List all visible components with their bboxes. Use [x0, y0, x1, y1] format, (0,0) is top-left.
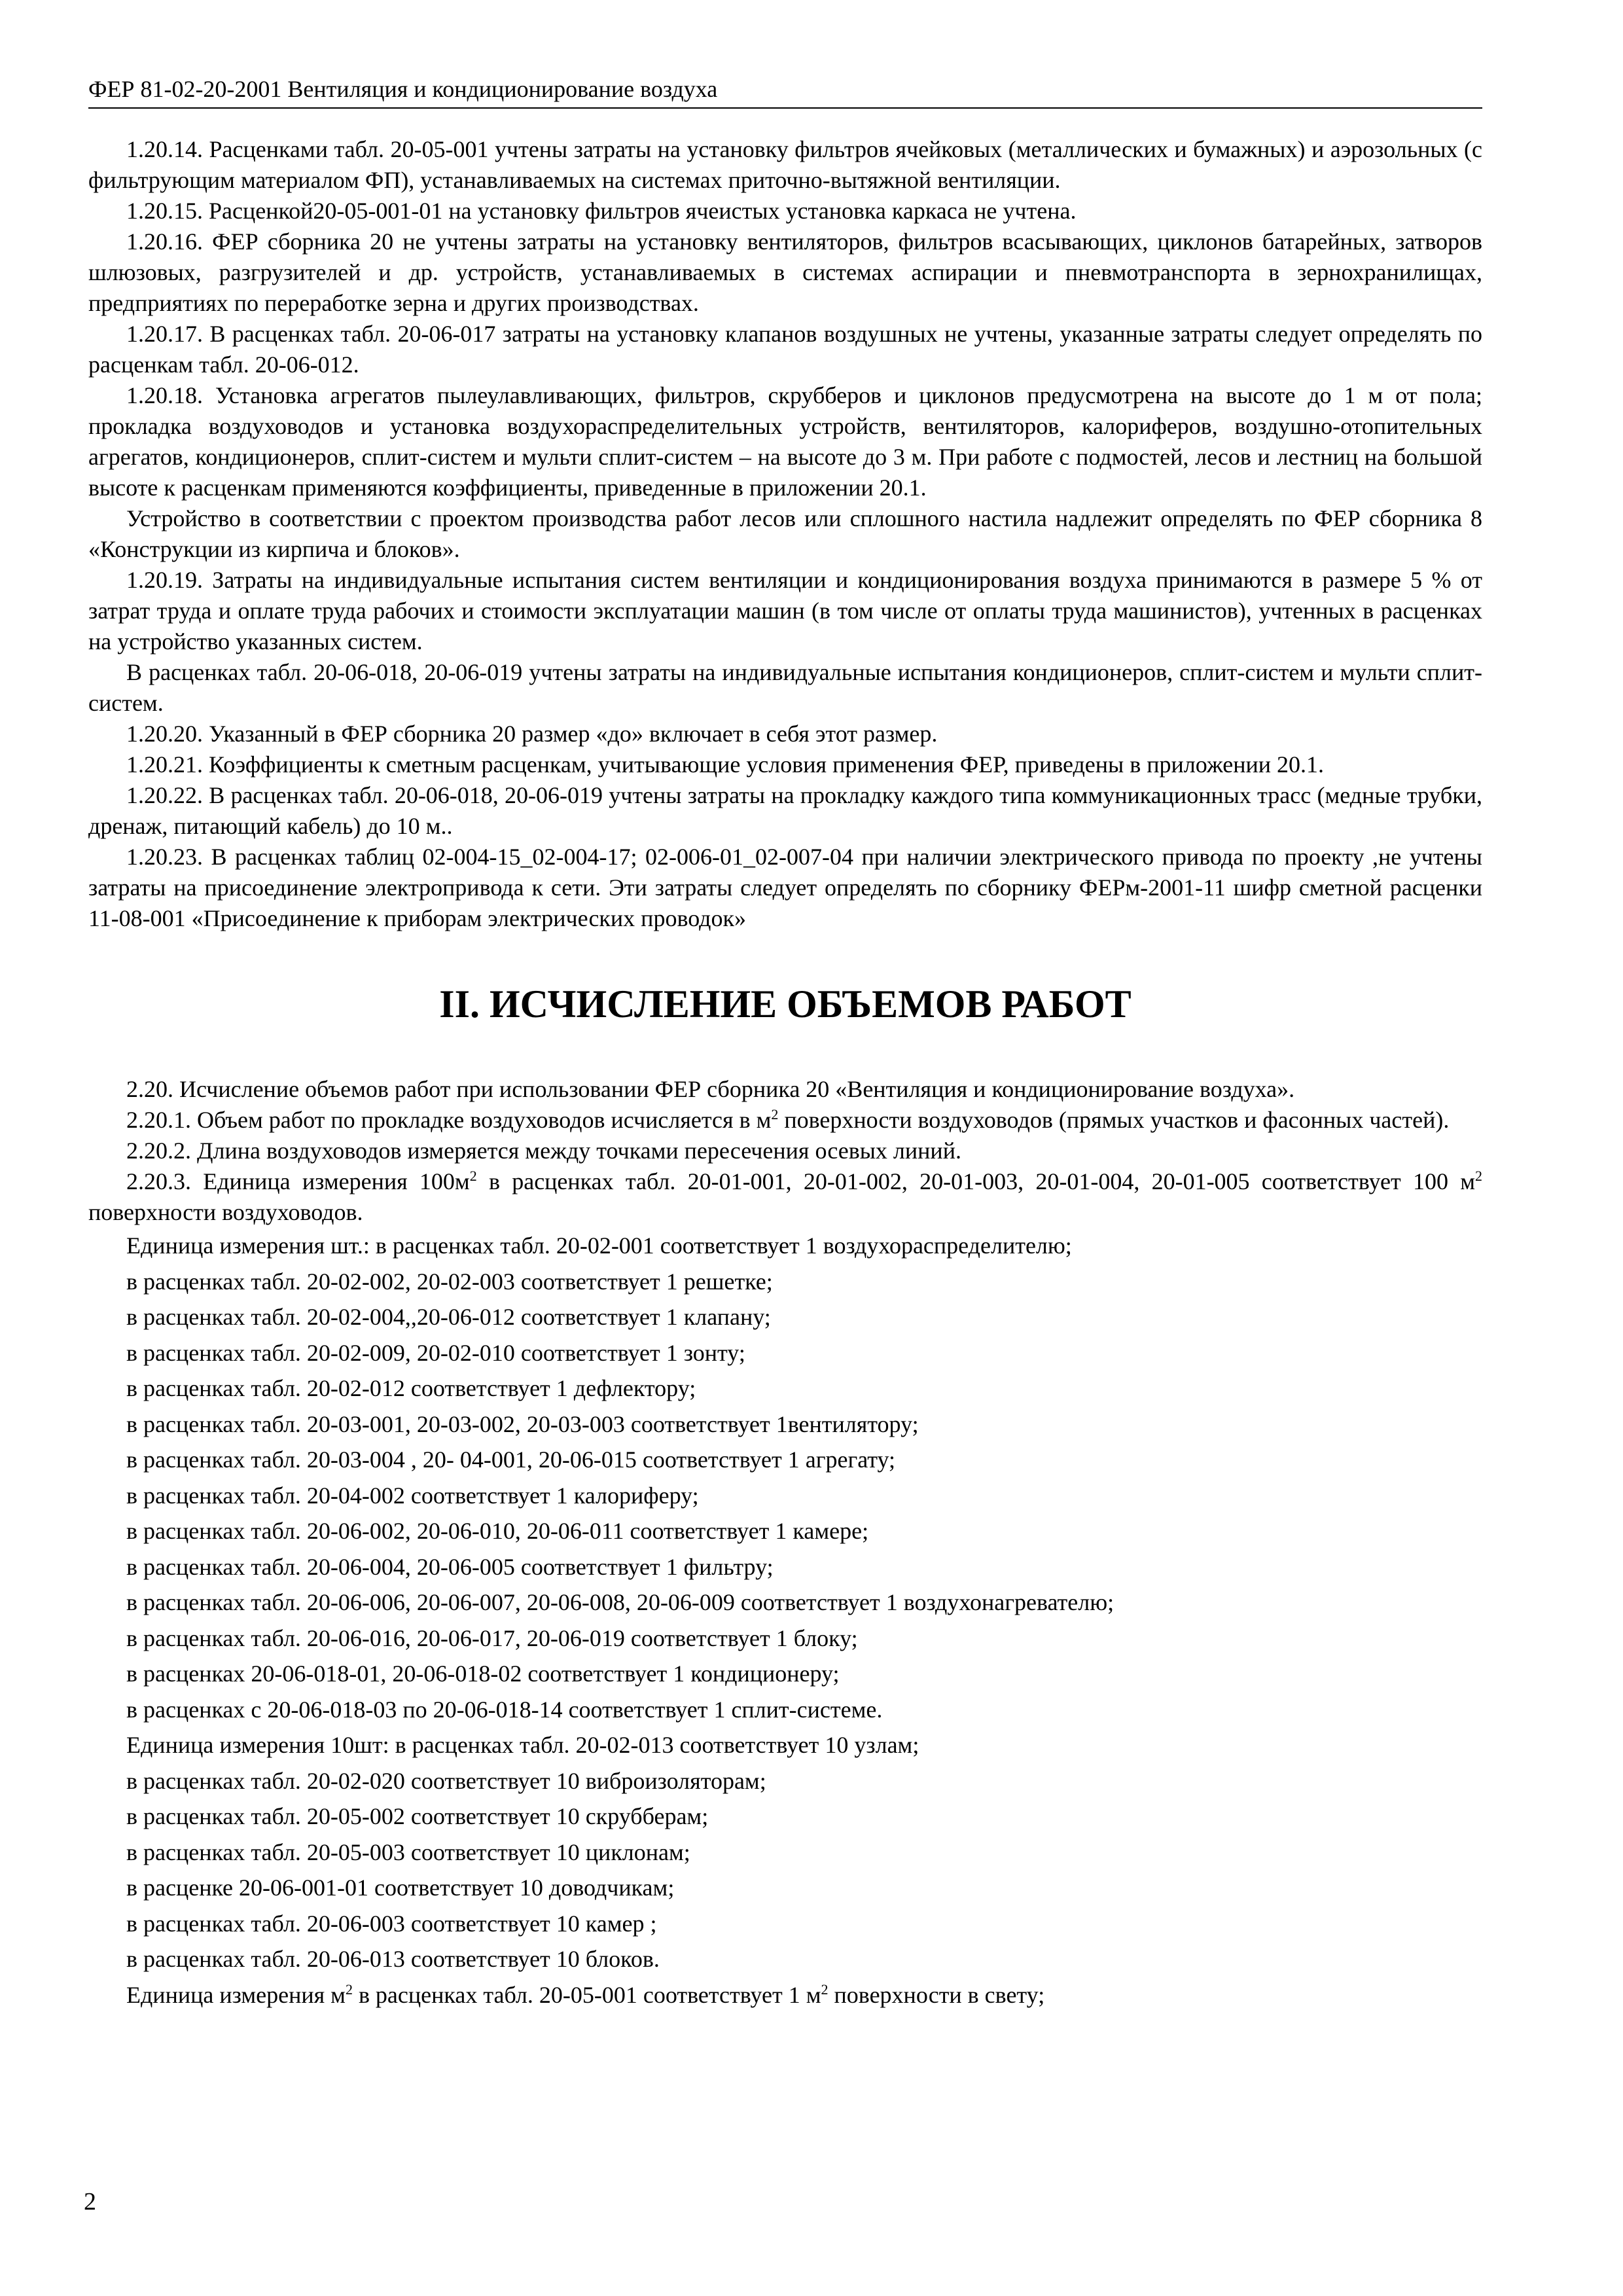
text-run: поверхности в свету;	[828, 1981, 1045, 2008]
list-item: в расценках табл. 20-02-020 соответствует 10 виброизоляторам;	[126, 1767, 766, 1794]
list-item: в расценках табл. 20-05-002 соответствует 10 скрубберам;	[126, 1803, 709, 1829]
text-run: поверхности воздуховодов (прямых участков и фасонных частей).	[778, 1107, 1450, 1133]
page-body	[88, 134, 1482, 2013]
list-item: в расценках 20-06-018-01, 20-06-018-02 соответствует 1 кондиционеру;	[126, 1660, 840, 1687]
paragraph-1-20-21: 1.20.21. Коэффициенты к сметным расценкам, учитывающие условия применения ФЕР, приведены в приложении 20.1.	[126, 751, 1325, 778]
paragraph-1-20-18: 1.20.18. Установка агрегатов пылеулавливающих, фильтров, скрубберов и циклонов предусмотрена на высоте до 1 м от пола; прокладка воздуховодов и установка воздухораспределительных устройств, вентиляторов, калориферов, воздушно-отопительных агрегатов, кондиционеров, сплит-систем и мульти сплит-систем – на высоте до 3 м. При работе с подмостей, лесов и лестниц на большой высоте к расценкам применяются коэффициенты, приведенные в приложении 20.1.	[88, 382, 1482, 501]
superscript: 2	[821, 1981, 829, 1998]
paragraph-1-20-16: 1.20.16. ФЕР сборника 20 не учтены затраты на установку вентиляторов, фильтров всасывающих, циклонов батарейных, затворов шлюзовых, разгрузителей и др. устройств, устанавливаемых в системах аспирации и пневмотранспорта в зернохранилищах, предприятиях по переработке зерна и других производствах.	[88, 228, 1482, 316]
running-header: ФЕР 81-02-20-2001 Вентиляция и кондиционирование воздуха	[88, 73, 1482, 109]
list-item: в расценках табл. 20-06-002, 20-06-010, 20-06-011 соответствует 1 камере;	[126, 1518, 869, 1544]
list-item: в расценках табл. 20-02-009, 20-02-010 соответствует 1 зонту;	[126, 1339, 745, 1366]
list-item: Единица измерения 10шт: в расценках табл. 20-02-013 соответствует 10 узлам;	[126, 1732, 919, 1758]
superscript: 2	[345, 1981, 353, 1998]
section-title: II. ИСЧИСЛЕНИЕ ОБЪЕМОВ РАБОТ	[439, 982, 1132, 1026]
paragraph-2-20-2: 2.20.2. Длина воздуховодов измеряется между точками пересечения осевых линий.	[126, 1138, 961, 1164]
list-item: в расценках с 20-06-018-03 по 20-06-018-14 соответствует 1 сплит-системе.	[126, 1696, 883, 1723]
superscript: 2	[1475, 1167, 1482, 1184]
paragraph-2-20-1	[88, 1105, 1482, 1136]
text-run: Единица измерения м	[126, 1981, 346, 2008]
list-item: в расценках табл. 20-03-004 , 20- 04-001, 20-06-015 соответствует 1 агрегату;	[126, 1446, 896, 1473]
superscript: 2	[771, 1105, 779, 1122]
list-item: в расценке 20-06-001-01 соответствует 10 доводчикам;	[126, 1874, 675, 1901]
text-run: 2.20.1. Объем работ по прокладке воздуховодов исчисляется в м	[126, 1107, 772, 1133]
paragraph-1-20-23: 1.20.23. В расценках таблиц 02-004-15_02-004-17; 02-006-01_02-007-04 при наличии электрического привода по проекту ,не учтены затраты на присоединение электропривода к сети. Эти затраты следует определять по сборнику ФЕРм-2001-11 шифр сметной расценки 11-08-001 «Присоединение к приборам электрических проводок»	[88, 844, 1482, 931]
units-list	[88, 1228, 1482, 2013]
list-item-last	[88, 1977, 1482, 2013]
list-item: в расценках табл. 20-04-002 соответствует 1 калориферу;	[126, 1482, 699, 1509]
list-item: в расценках табл. 20-05-003 соответствует 10 циклонам;	[126, 1839, 690, 1865]
list-item: в расценках табл. 20-02-002, 20-02-003 соответствует 1 решетке;	[126, 1268, 773, 1295]
list-item: в расценках табл. 20-02-012 соответствует 1 дефлектору;	[126, 1375, 696, 1401]
list-item: в расценках табл. 20-06-016, 20-06-017, 20-06-019 соответствует 1 блоку;	[126, 1624, 858, 1651]
paragraph-tests: В расценках табл. 20-06-018, 20-06-019 учтены затраты на индивидуальные испытания кондиционеров, сплит-систем и мульти сплит-систем.	[88, 659, 1482, 716]
text-run: поверхности воздуховодов.	[88, 1199, 363, 1225]
paragraph-1-20-15: 1.20.15. Расценкой20-05-001-01 на установку фильтров ячеистых установка каркаса не учтена.	[126, 198, 1077, 224]
paragraph-scaffolding: Устройство в соответствии с проектом производства работ лесов или сплошного настила надлежит определять по ФЕР сборника 8 «Конструкции из кирпича и блоков».	[88, 505, 1482, 562]
list-item: в расценках табл. 20-02-004,,20-06-012 соответствует 1 клапану;	[126, 1304, 771, 1330]
paragraph-2-20: 2.20. Исчисление объемов работ при использовании ФЕР сборника 20 «Вентиляция и кондиционирование воздуха».	[126, 1076, 1295, 1102]
text-run: в расценках табл. 20-01-001, 20-01-002, 20-01-003, 20-01-004, 20-01-005 соответствует 100 м	[476, 1168, 1475, 1194]
paragraph-1-20-19: 1.20.19. Затраты на индивидуальные испытания систем вентиляции и кондиционирования воздуха принимаются в размере 5 % от затрат труда и оплате труда рабочих и стоимости эксплуатации машин (в том числе от оплаты труда машинистов), учтенных в расценках на устройство указанных систем.	[88, 567, 1482, 655]
list-item: в расценках табл. 20-06-013 соответствует 10 блоков.	[126, 1946, 660, 1972]
paragraph-2-20-3	[88, 1166, 1482, 1228]
paragraph-1-20-17: 1.20.17. В расценках табл. 20-06-017 затраты на установку клапанов воздушных не учтены, указанные затраты следует определять по расценкам табл. 20-06-012.	[88, 321, 1482, 378]
text-run: 2.20.3. Единица измерения 100м	[126, 1168, 470, 1194]
list-item: в расценках табл. 20-03-001, 20-03-002, 20-03-003 соответствует 1вентилятору;	[126, 1410, 919, 1437]
paragraph-1-20-22: 1.20.22. В расценках табл. 20-06-018, 20-06-019 учтены затраты на прокладку каждого типа коммуникационных трасс (медные трубки, дренаж, питающий кабель) до 10 м..	[88, 782, 1482, 839]
list-item: Единица измерения шт.: в расценках табл. 20-02-001 соответствует 1 воздухораспределителю;	[126, 1232, 1072, 1259]
page-number: 2	[84, 2188, 96, 2215]
paragraph-1-20-20: 1.20.20. Указанный в ФЕР сборника 20 размер «до» включает в себя этот размер.	[126, 721, 938, 747]
list-item: в расценках табл. 20-06-006, 20-06-007, 20-06-008, 20-06-009 соответствует 1 воздухонагревателю;	[126, 1589, 1115, 1615]
list-item: в расценках табл. 20-06-003 соответствует 10 камер ;	[126, 1910, 657, 1937]
list-item: в расценках табл. 20-06-004, 20-06-005 соответствует 1 фильтру;	[126, 1553, 774, 1580]
paragraph-1-20-14: 1.20.14. Расценками табл. 20-05-001 учтены затраты на установку фильтров ячейковых (металлических и бумажных) и аэрозольных (с фильтрующим материалом ФП), устанавливаемых на системах приточно-вытяжной вентиляции.	[88, 136, 1482, 193]
superscript: 2	[469, 1167, 477, 1184]
text-run: в расценках табл. 20-05-001 соответствует 1 м	[352, 1981, 821, 2008]
